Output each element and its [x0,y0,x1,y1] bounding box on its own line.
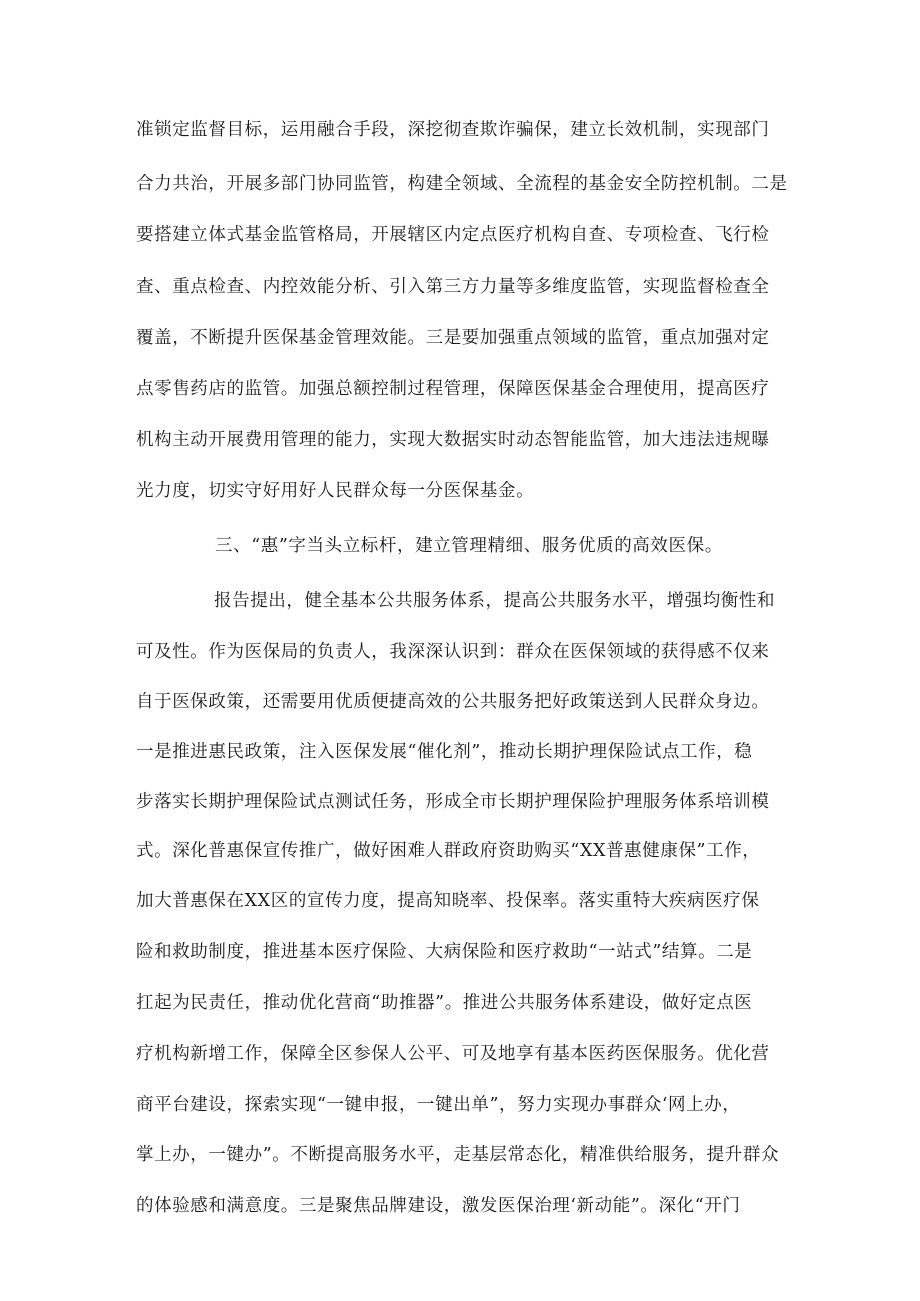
text-line: 可及性。作为医保局的负责人，我深深认识到：群众在医保领域的获得感不仅来 [136,642,770,662]
section-heading: 三、“惠”字当头立标杆，建立管理精细、服务优质的高效医保。 [215,536,723,556]
text-line: 准锁定监督目标，运用融合手段，深挖彻查欺诈骗保，建立长效机制，实现部门 [136,120,770,140]
text-line: 扛起为民责任，推动优化营商“助推器”。推进公共服务体系建设，做好定点医 [136,993,753,1013]
text-line: 光力度，切实守好用好人民群众每一分医保基金。 [136,481,535,501]
text-line: 步落实长期护理保险试点测试任务，形成全市长期护理保险护理服务体系培训模 [136,792,770,812]
text-line: 机构主动开展费用管理的能力，实现大数据实时动态智能监管，加大违法违规曝 [136,430,770,450]
text-line: 覆盖，不断提升医保基金管理效能。三是要加强重点领域的监管，重点加强对定 [136,328,770,348]
text-line: 查、重点检查、内控效能分析、引入第三方力量等多维度监管，实现监督检查全 [136,277,770,297]
text-line: 自于医保政策，还需要用优质便捷高效的公共服务把好政策送到人民群众身边。 [136,692,770,712]
text-line: 疗机构新增工作，保障全区参保人公平、可及地享有基本医药医保服务。优化营 [136,1044,770,1064]
text-line: 掌上办，一键办”。不断提高服务水平，走基层常态化，精准供给服务，提升群众 [136,1145,780,1165]
text-line: 一是推进惠民政策，注入医保发展“催化剂”，推动长期护理保险试点工作，稳 [136,742,753,762]
text-line: 的体验感和满意度。三是聚焦品牌建设，激发医保治理‘新动能”。深化“开门 [136,1196,741,1216]
text-line: 加大普惠保在XX区的宣传力度，提高知晓率、投保率。落实重特大疾病医疗保 [136,891,760,911]
text-line: 报告提出，健全基本公共服务体系，提高公共服务水平，增强均衡性和 [214,591,776,611]
text-line: 险和救助制度，推进基本医疗保险、大病保险和医疗救助“一站式”结算。二是 [136,942,753,962]
text-line: 商平台建设，探索实现“一键申报，一键出单”，努力实现办事群众‘网上办， [136,1095,741,1115]
text-line: 式。深化普惠保宣传推广，做好困难人群政府资助购买“XX普惠健康保”工作， [136,841,761,861]
text-line: 点零售药店的监管。加强总额控制过程管理，保障医保基金合理使用，提高医疗 [136,379,770,399]
text-line: 要搭建立体式基金监管格局，开展辖区内定点医疗机构自查、专项检查、飞行检 [136,225,770,245]
text-line: 合力共治，开展多部门协同监管，构建全领域、全流程的基金安全防控机制。二是 [136,174,788,194]
